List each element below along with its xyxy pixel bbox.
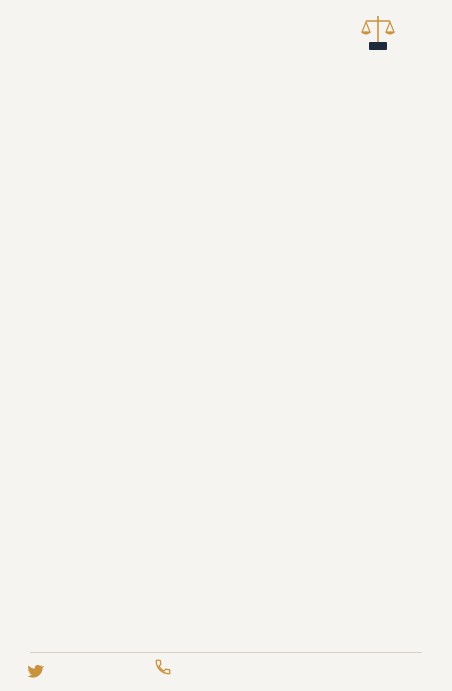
twitter-icon bbox=[26, 662, 44, 680]
brand-logo bbox=[318, 12, 438, 82]
phone-icon bbox=[154, 658, 172, 676]
footer bbox=[0, 656, 452, 688]
footer-divider bbox=[30, 652, 422, 653]
twitter-link[interactable] bbox=[26, 662, 50, 680]
scales-logo-icon bbox=[358, 12, 398, 52]
phone-contact[interactable] bbox=[154, 658, 180, 676]
